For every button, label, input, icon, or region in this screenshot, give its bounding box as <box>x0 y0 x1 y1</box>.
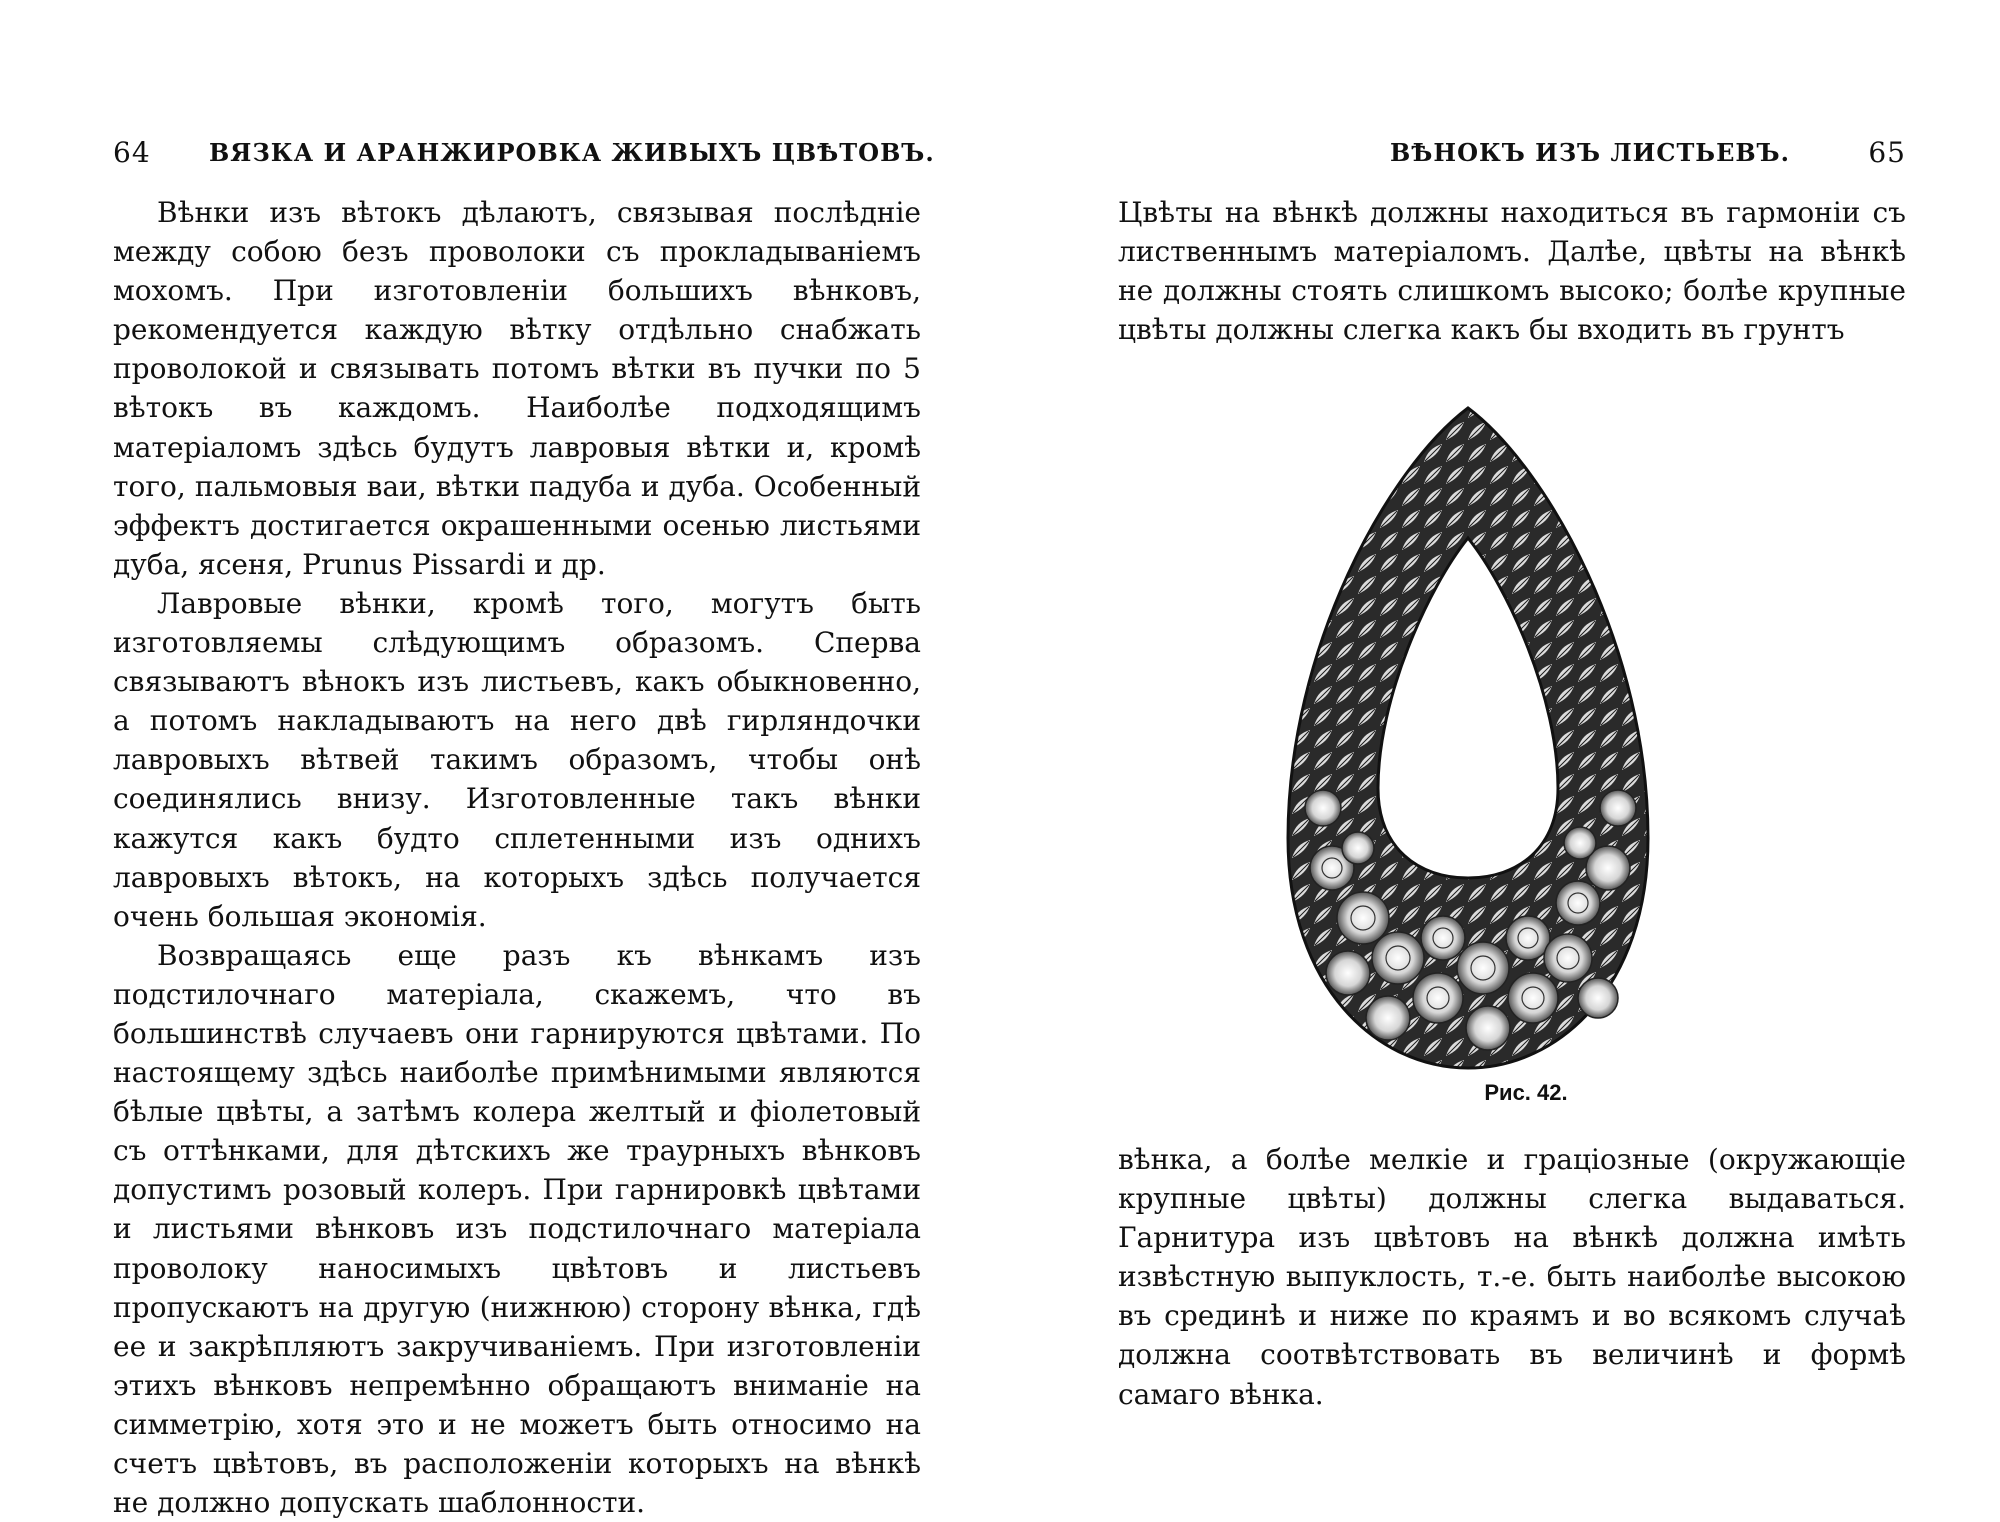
left-page <box>0 0 1000 1520</box>
right-body-text-top: Цвѣты на вѣнкѣ должны находиться въ гармоніи съ лиственнымъ матеріаломъ. Далѣе, цвѣты на вѣнкѣ не должны стоять слишкомъ высоко; болѣе крупные цвѣты должны слегка какъ бы входить въ грунтъ <box>1118 196 1906 347</box>
wreath-illustration <box>1268 398 1668 1078</box>
running-head-title-left: ВЯЗКА И АРАНЖИРОВКА ЖИВЫХЪ ЦВѢТОВЪ. <box>209 138 935 167</box>
right-page <box>1000 0 2000 1464</box>
left-body-text <box>113 193 921 1522</box>
paragraph: Возвращаясь еще разъ къ вѣнкамъ изъ подстилочнаго матеріала, скажемъ, что въ большинствѣ случаевъ они гарнируются цвѣтами. По настоящему здѣсь наиболѣе примѣнимыми являются бѣлые цвѣты, а затѣмъ колера желтый и фіолетовый съ оттѣнками, для дѣтскихъ же траурныхъ вѣнковъ допустимъ розовый колеръ. При гарнировкѣ цвѣтами и листьями вѣнковъ изъ подстилочнаго матеріала проволоку наносимыхъ цвѣтовъ и листьевъ пропускаютъ на другую (нижнюю) сторону вѣнка, гдѣ ее и закрѣпляютъ закручиваніемъ. При изготовленіи этихъ вѣнковъ непремѣнно обращаютъ вниманіе на симметрію, хотя это и не можетъ быть относимо на счетъ цвѣтовъ, въ расположеніи которыхъ на вѣнкѣ не должно допускать шаблонности. <box>113 938 921 1520</box>
page-number-left: 64 <box>113 136 151 169</box>
running-head-left <box>113 136 935 176</box>
running-head-title-right: ВѢНОКЪ ИЗЪ ЛИСТЬЕВЪ. <box>1390 138 1790 167</box>
running-head-right <box>1118 136 1906 176</box>
right-body-text-bottom: вѣнка, а болѣе мелкіе и граціозные (окружающіе крупные цвѣты) должны слегка выдаваться. Гарнитура изъ цвѣтовъ на вѣнкѣ должна имѣть извѣстную выпуклость, т.-е. быть наиболѣе высокою въ срединѣ и ниже по краямъ и во всякомъ случаѣ должна соотвѣтствовать въ величинѣ и формѣ самаго вѣнка. <box>1118 1143 1906 1411</box>
figure-caption: Рис. 42. <box>1484 1080 1568 1105</box>
paragraph: Лавровые вѣнки, кромѣ того, могутъ быть изготовляемы слѣдующимъ образомъ. Сперва связываютъ вѣнокъ изъ листьевъ, какъ обыкновенно, а потомъ накладываютъ на него двѣ гирляндочки лавровыхъ вѣтвей такимъ образомъ, чтобы онѣ соединялись внизу. Изготовленные такъ вѣнки кажутся какъ будто сплетенными изъ однихъ лавровыхъ вѣтокъ, на которыхъ здѣсь получается очень большая экономія. <box>113 586 921 933</box>
page-number-right: 65 <box>1868 136 1906 169</box>
paragraph: Вѣнки изъ вѣтокъ дѣлаютъ, связывая послѣдніе между собою безъ проволоки съ прокладываніемъ мохомъ. При изготовленіи большихъ вѣнковъ, рекомендуется каждую вѣтку отдѣльно снабжать проволокой и связывать потомъ вѣтки въ пучки по 5 вѣтокъ въ каждомъ. Наиболѣе подходящимъ матеріаломъ здѣсь будутъ лавровыя вѣтки и, кромѣ того, пальмовыя ваи, вѣтки падуба и дуба. Особенный эффектъ достигается окрашенными осенью листьями дуба, ясеня, Prunus Pissardi и др. <box>113 196 921 581</box>
